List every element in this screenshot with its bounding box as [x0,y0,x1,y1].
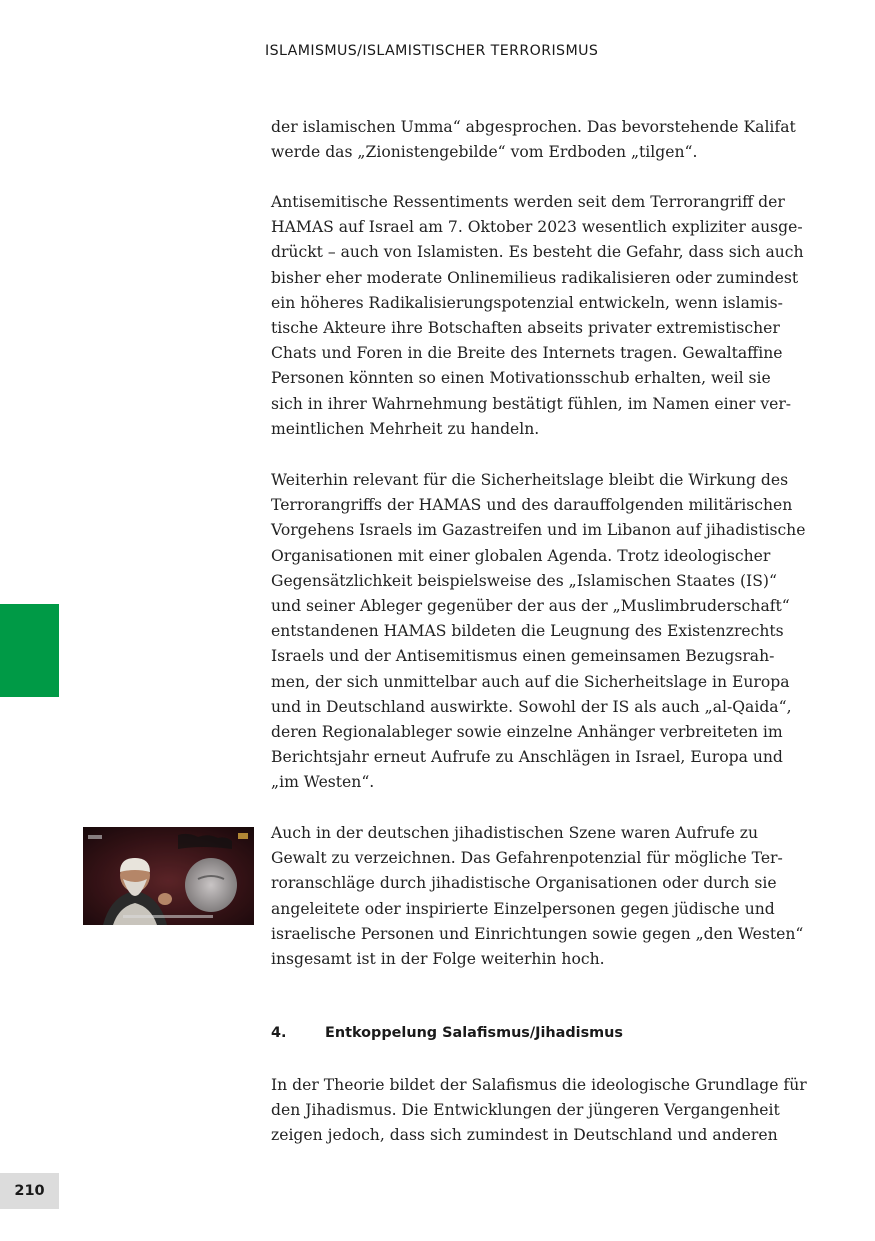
paragraph-5 [271,1073,807,1149]
text-line: den Jihadismus. Die Entwicklungen der jüngeren Vergangenheit [271,1101,780,1120]
text-line: Personen könnten so einen Motivationsschub erhalten, weil sie [271,369,771,388]
text-line: zeigen jedoch, dass sich zumindest in Deutschland und anderen [271,1126,778,1145]
text-line: ein höheres Radikalisierungspotenzial entwickeln, wenn islamis- [271,293,783,312]
text-line: meintlichen Mehrheit zu handeln. [271,419,540,438]
text-line: Organisationen mit einer globalen Agenda. Trotz ideologischer [271,546,771,565]
text-line: Terrorangriffs der HAMAS und des darauffolgenden militärischen [271,496,793,515]
text-line: Vorgehens Israels im Gazastreifen und im Libanon auf jihadistische [271,521,806,540]
text-line: Gegensätzlichkeit beispielsweise des „Islamischen Staates (IS)“ [271,571,777,590]
text-line: Auch in der deutschen jihadistischen Szene waren Aufrufe zu [271,824,759,842]
text-line: Gewalt zu verzeichnen. Das Gefahrenpotenzial für mögliche Ter- [271,849,783,868]
paragraph-3 [271,468,806,796]
section-title: Entkoppelung Salafismus/Jihadismus [325,1025,623,1041]
text-line: tische Akteure ihre Botschaften abseits privater extremistischer [271,319,780,338]
running-header: ISLAMISMUS/ISLAMISTISCHER TERRORISMUS [265,43,599,59]
section-heading [271,1025,761,1041]
text-line: insgesamt ist in der Folge weiterhin hoch. [271,950,605,969]
text-line: israelische Personen und Einrichtungen sowie gegen „den Westen“ [271,924,804,943]
chapter-tab-marker [0,604,59,697]
paragraph-4 [271,821,804,972]
paragraph-2 [271,190,804,442]
text-line: HAMAS auf Israel am 7. Oktober 2023 wesentlich expliziter ausge- [271,218,803,237]
text-line: Chats und Foren in die Breite des Internets tragen. Gewaltaffine [271,344,783,363]
text-line: In der Theorie bildet der Salafismus die ideologische Grundlage für [271,1076,807,1094]
text-line: der islamischen Umma“ abgesprochen. Das bevorstehende Kalifat [271,118,796,136]
text-line: drückt – auch von Islamisten. Es besteht die Gefahr, dass sich auch [271,243,804,262]
text-line: men, der sich unmittelbar auch auf die Sicherheitslage in Europa [271,672,790,691]
text-line: Weiterhin relevant für die Sicherheitslage bleibt die Wirkung des [271,471,789,489]
text-line: bisher eher moderate Onlinemilieus radikalisieren oder zumindest [271,268,799,287]
video-still-image [83,827,254,925]
text-line: „im Westen“. [271,773,375,792]
page-number: 210 [0,1173,59,1209]
paragraph-1 [271,115,796,165]
text-line: roranschläge durch jihadistische Organisationen oder durch sie [271,874,777,893]
text-line: entstandenen HAMAS bildeten die Leugnung des Existenzrechts [271,622,784,641]
text-line: und seiner Ableger gegenüber der aus der „Muslimbruderschaft“ [271,597,790,616]
text-line: angeleitete oder inspirierte Einzelpersonen gegen jüdische und [271,899,775,918]
text-line: werde das „Zionistengebilde“ vom Erdboden „tilgen“. [271,143,698,162]
text-line: deren Regionalableger sowie einzelne Anhänger verbreiteten im [271,723,783,742]
text-line: Israels und der Antisemitismus einen gemeinsamen Bezugsrah- [271,647,775,666]
text-line: und in Deutschland auswirkte. Sowohl der IS als auch „al-Qaida“, [271,697,792,716]
text-line: Antisemitische Ressentiments werden seit dem Terrorangriff der [271,193,785,211]
section-number: 4. [271,1025,287,1041]
text-line: Berichtsjahr erneut Aufrufe zu Anschlägen in Israel, Europa und [271,748,783,767]
text-line: sich in ihrer Wahrnehmung bestätigt fühlen, im Namen einer ver- [271,394,792,413]
